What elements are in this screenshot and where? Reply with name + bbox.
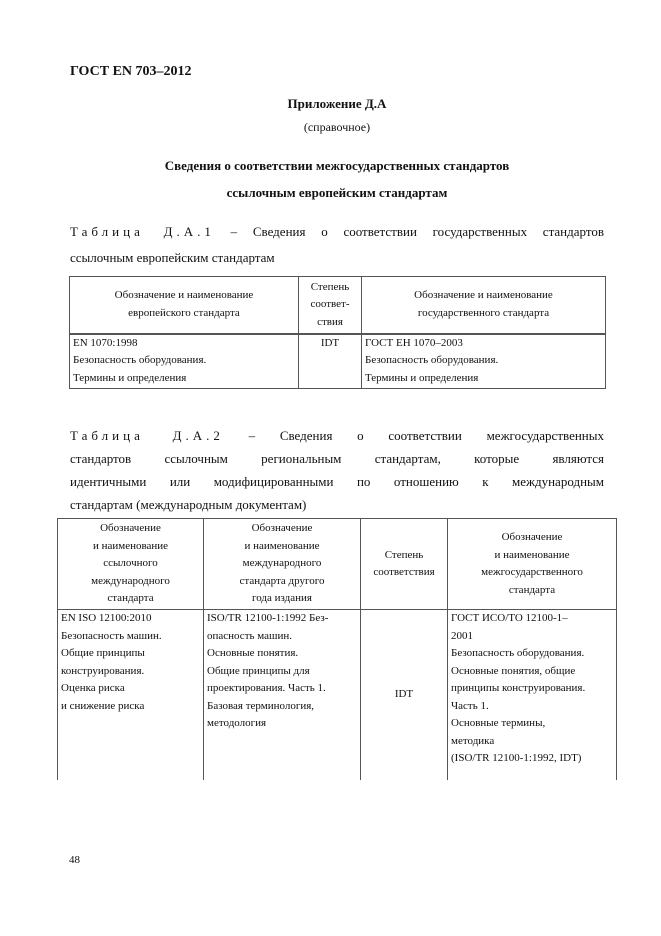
table2-header-referenced: Обозначение и наименование ссылочного международного стандарта [58, 519, 204, 610]
table2-caption-line-3: идентичными или модифицированными по отношению к международным [70, 474, 604, 489]
document-code: ГОСТ EN 703–2012 [70, 64, 192, 79]
annex-note: (справочное) [303, 120, 371, 134]
table2-caption-text: – Сведения о соответствии межгосударственных [248, 428, 604, 443]
table2-cell-other-year: ISO/TR 12100-1:1992 Без- опасность машин. Основные понятия. Общие принципы для проектирования. Часть 1. Базовая терминология, методология [204, 610, 361, 780]
table2-header-row [58, 519, 617, 610]
section-title-line-2: ссылочным европейским стандартам [226, 185, 448, 200]
annex-title: Приложение Д.А [287, 96, 387, 111]
table1-cell-european: EN 1070:1998 Безопасность оборудования. Термины и определения [70, 334, 299, 389]
table2-header-degree: Степень соответствия [361, 519, 448, 610]
table1 [69, 276, 606, 389]
table2-header-interstate: Обозначение и наименование межгосударственного стандарта [448, 519, 617, 610]
table2-caption-line-4: стандартам (международным документам) [70, 497, 307, 512]
table2-cell-degree: IDT [361, 610, 448, 780]
table-row [70, 334, 606, 389]
table2-caption-line-2: стандартов ссылочным региональным стандартам, которые являются [70, 451, 604, 466]
table1-header-european: Обозначение и наименование европейского стандарта [70, 277, 299, 334]
table2-caption-line-1 [70, 425, 604, 447]
section-title-line-1: Сведения о соответствии межгосударственных стандартов [164, 158, 510, 173]
table1-header-row [70, 277, 606, 334]
table1-caption-line-2: ссылочным европейским стандартам [70, 250, 275, 265]
table1-cell-degree: IDT [299, 334, 362, 389]
page-number: 48 [69, 854, 80, 866]
table2-cell-referenced: EN ISO 12100:2010 Безопасность машин. Общие принципы конструирования. Оценка риска и снижение риска [58, 610, 204, 780]
table2-header-other-year: Обозначение и наименование международного стандарта другого года издания [204, 519, 361, 610]
table1-header-national: Обозначение и наименование государственного стандарта [362, 277, 606, 334]
table2-cell-interstate: ГОСТ ИСО/ТО 12100-1– 2001 Безопасность оборудования. Основные понятия, общие принципы конструирования. Часть 1. Основные термины, методика (ISO/TR 12100-1:1992, IDT) [448, 610, 617, 780]
table2-caption-label: Таблица Д.А.2 [70, 428, 224, 443]
table2 [57, 518, 617, 780]
table1-caption-label: Таблица Д.А.1 [70, 224, 215, 239]
table1-cell-national: ГОСТ ЕН 1070–2003 Безопасность оборудования. Термины и определения [362, 334, 606, 389]
table1-header-degree: Степень соответ- ствия [299, 277, 362, 334]
table1-caption-text: – Сведения о соответствии государственных стандартов [230, 224, 605, 239]
table1-caption-line-1 [70, 221, 604, 243]
table-row [58, 610, 617, 780]
